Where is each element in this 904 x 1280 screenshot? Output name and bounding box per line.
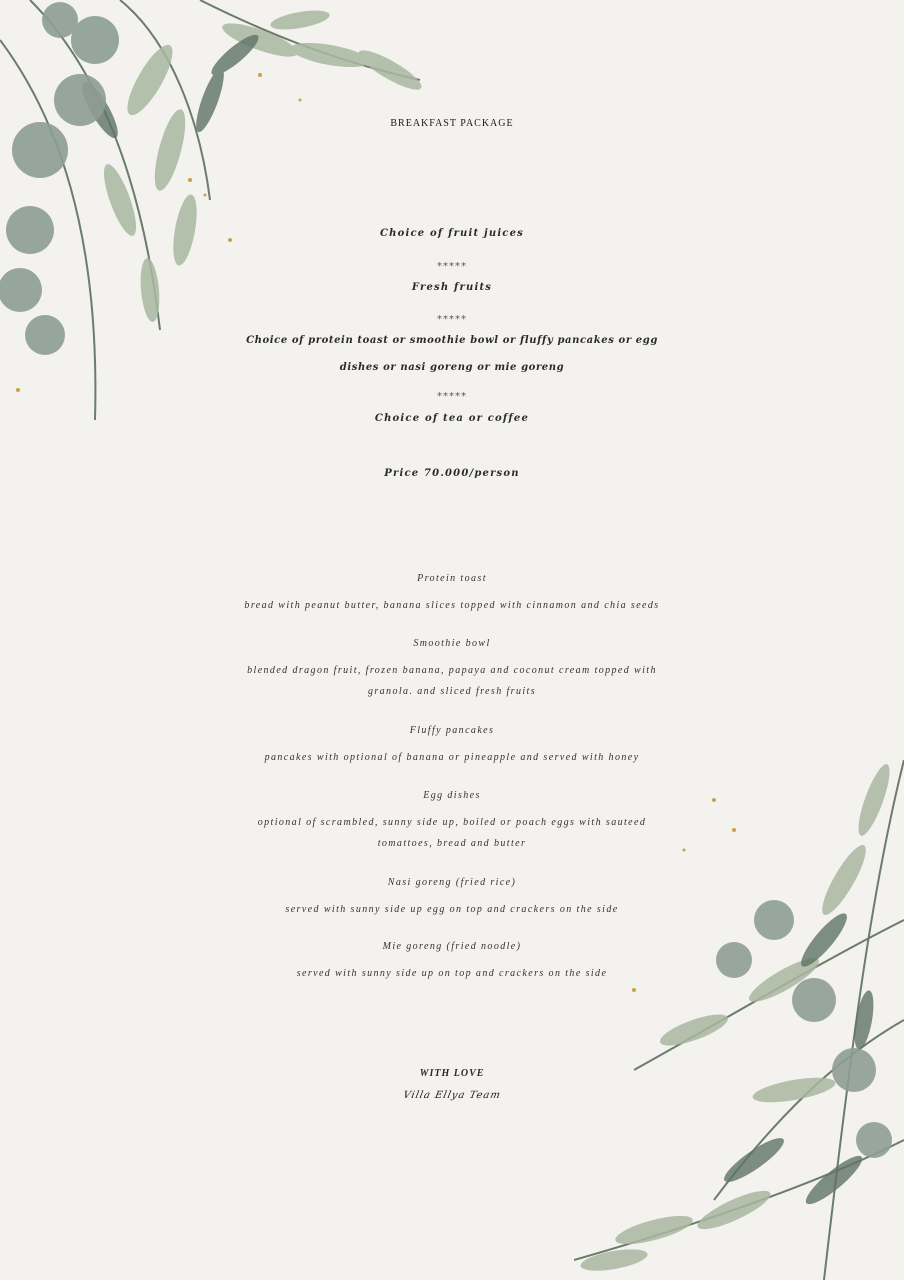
page-title: BREAKFAST PACKAGE bbox=[390, 118, 514, 129]
separator-stars: ***** bbox=[437, 314, 467, 325]
description-name: Fluffy pancakes bbox=[409, 725, 495, 736]
description-text: tomattoes, bread and butter bbox=[377, 838, 527, 849]
description-name: Protein toast bbox=[417, 573, 487, 584]
description-text: blended dragon fruit, frozen banana, papaya and coconut cream topped with bbox=[247, 665, 657, 676]
description-text: bread with peanut butter, banana slices topped with cinnamon and chia seeds bbox=[244, 600, 660, 611]
price-label: Price 70.000/person bbox=[384, 468, 520, 479]
separator-stars: ***** bbox=[437, 391, 467, 402]
description-text: pancakes with optional of banana or pineapple and served with honey bbox=[264, 752, 640, 763]
description-text: optional of scrambled, sunny side up, boiled or poach eggs with sauteed bbox=[257, 817, 647, 828]
menu-item-fresh-fruits: Fresh fruits bbox=[411, 282, 493, 293]
menu-item-main-choice: Choice of protein toast or smoothie bowl or fluffy pancakes or egg bbox=[246, 335, 658, 346]
menu-item-tea-coffee: Choice of tea or coffee bbox=[374, 413, 530, 424]
description-name: Nasi goreng (fried rice) bbox=[387, 877, 517, 888]
description-text: served with sunny side up on top and crackers on the side bbox=[296, 968, 608, 979]
description-text: granola. and sliced fresh fruits bbox=[367, 686, 537, 697]
description-name: Egg dishes bbox=[423, 790, 481, 801]
menu-item-main-choice-continued: dishes or nasi goreng or mie goreng bbox=[339, 362, 565, 373]
closing-with-love: WITH LOVE bbox=[419, 1068, 485, 1079]
menu-item-fruit-juices: Choice of fruit juices bbox=[380, 228, 524, 239]
foliage-top-left-decoration bbox=[0, 0, 440, 440]
signature: Villa Ellya Team bbox=[402, 1090, 502, 1101]
description-text: served with sunny side up egg on top and crackers on the side bbox=[285, 904, 619, 915]
description-name: Smoothie bowl bbox=[413, 638, 491, 649]
description-name: Mie goreng (fried noodle) bbox=[382, 941, 522, 952]
separator-stars: ***** bbox=[437, 261, 467, 272]
